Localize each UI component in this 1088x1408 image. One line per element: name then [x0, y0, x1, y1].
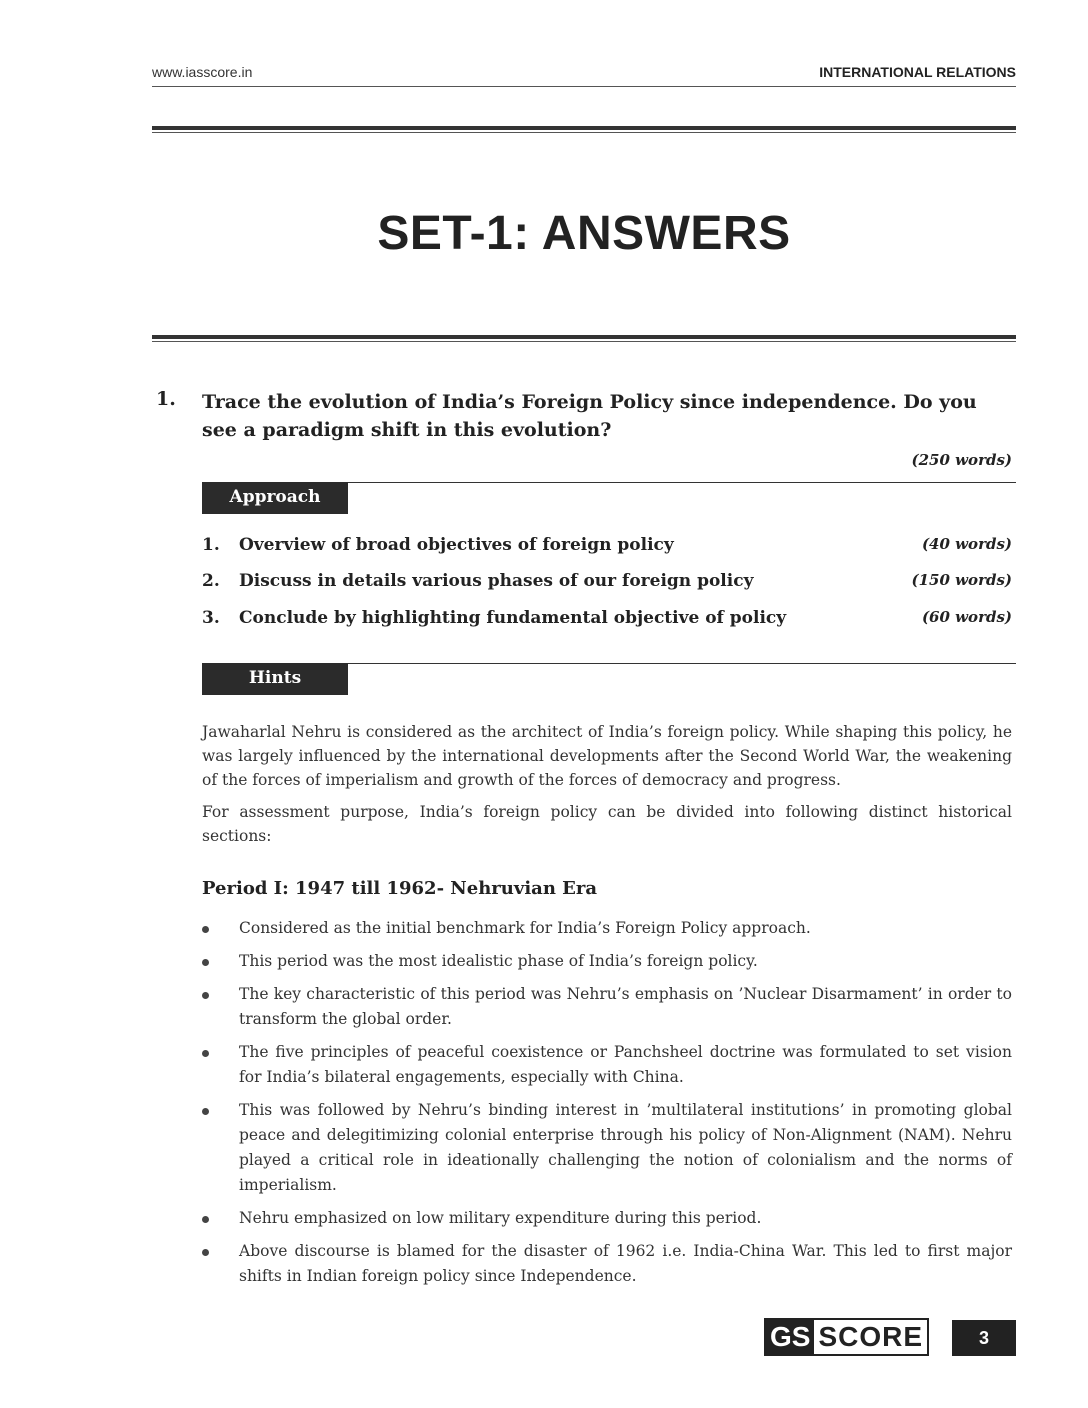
approach-item-text: Discuss in details various phases of our foreign policy [239, 571, 754, 591]
approach-item-words: (150 words) [911, 571, 1012, 589]
bullet-text: The key characteristic of this period was Nehru’s emphasis on ’Nuclear Disarmament’ in order to transform the global order. [239, 985, 1012, 1028]
bullet-text: Nehru emphasized on low military expenditure during this period. [239, 1209, 762, 1227]
hints-section-header [202, 663, 1016, 695]
bullet-icon [202, 1108, 209, 1115]
title-bottom-rule [152, 335, 1016, 339]
period-heading: Period I: 1947 till 1962- Nehruvian Era [202, 878, 598, 899]
bullet-item [202, 1040, 1012, 1090]
section-title: INTERNATIONAL RELATIONS [819, 64, 1016, 80]
bullet-item [202, 982, 1012, 1032]
approach-item [202, 571, 1016, 599]
approach-item-words: (40 words) [921, 535, 1012, 553]
bullet-text: Considered as the initial benchmark for India’s Foreign Policy approach. [239, 919, 811, 937]
bullet-icon [202, 1249, 209, 1256]
hints-paragraph: For assessment purpose, India’s foreign policy can be divided into following distinct historical sections: [202, 803, 1012, 845]
approach-item [202, 608, 1016, 636]
bullet-text: This period was the most idealistic phase of India’s foreign policy. [239, 952, 758, 970]
bullet-icon [202, 1216, 209, 1223]
approach-item-text: Conclude by highlighting fundamental objective of policy [239, 608, 787, 628]
bullet-text: This was followed by Nehru’s binding interest in ’multilateral institutions’ in promoting global peace and delegitimizing colonial enterprise through his policy of Non-Alignment (NAM). Nehru played a critical role in ideationally challenging the notion of colonialism and the norms of imperialism. [239, 1101, 1012, 1194]
bullet-item [202, 1098, 1012, 1198]
bullet-item [202, 1206, 1012, 1231]
approach-item-number: 3. [202, 608, 220, 628]
logo-score: SCORE [818, 1321, 924, 1352]
approach-rule [348, 482, 1016, 483]
approach-item-number: 1. [202, 535, 220, 555]
hints-label: Hints [202, 663, 348, 695]
hints-paragraph: Jawaharlal Nehru is considered as the architect of India’s foreign policy. While shaping this policy, he was largely influenced by the international developments after the Second World War, the weakening of the forces of imperialism and growth of the forces of democracy and progress. [202, 723, 1012, 789]
title-top-rule [152, 126, 1016, 130]
approach-item [202, 535, 1016, 563]
bullet-icon [202, 992, 209, 999]
approach-item-text: Overview of broad objectives of foreign policy [239, 535, 674, 555]
gsscore-logo [764, 1318, 929, 1356]
bullet-item [202, 949, 1012, 974]
bullet-item [202, 916, 1012, 941]
approach-item-words: (60 words) [921, 608, 1012, 626]
bullet-text: The five principles of peaceful coexistence or Panchsheel doctrine was formulated to set vision for India’s bilateral engagements, especially with China. [239, 1043, 1012, 1086]
website-url: www.iasscore.in [152, 64, 253, 80]
period-bullet-list [202, 916, 1012, 1297]
page-title: SET-1: ANSWERS [377, 207, 791, 260]
logo-gs: GS [766, 1320, 814, 1354]
bullet-icon [202, 926, 209, 933]
approach-section-header [202, 482, 1016, 514]
page-number: 3 [952, 1320, 1016, 1356]
question-word-limit: (250 words) [911, 451, 1012, 469]
bullet-item [202, 1239, 1012, 1289]
approach-item-number: 2. [202, 571, 220, 591]
bullet-text: Above discourse is blamed for the disaster of 1962 i.e. India-China War. This led to first major shifts in Indian foreign policy since Independence. [239, 1242, 1012, 1285]
question-number: 1. [156, 388, 176, 410]
approach-label: Approach [202, 482, 348, 514]
question-text: Trace the evolution of India’s Foreign Policy since independence. Do you see a paradigm shift in this evolution? [202, 391, 977, 441]
bullet-icon [202, 1050, 209, 1057]
bullet-icon [202, 959, 209, 966]
header-divider [152, 86, 1016, 87]
hints-rule [348, 663, 1016, 664]
